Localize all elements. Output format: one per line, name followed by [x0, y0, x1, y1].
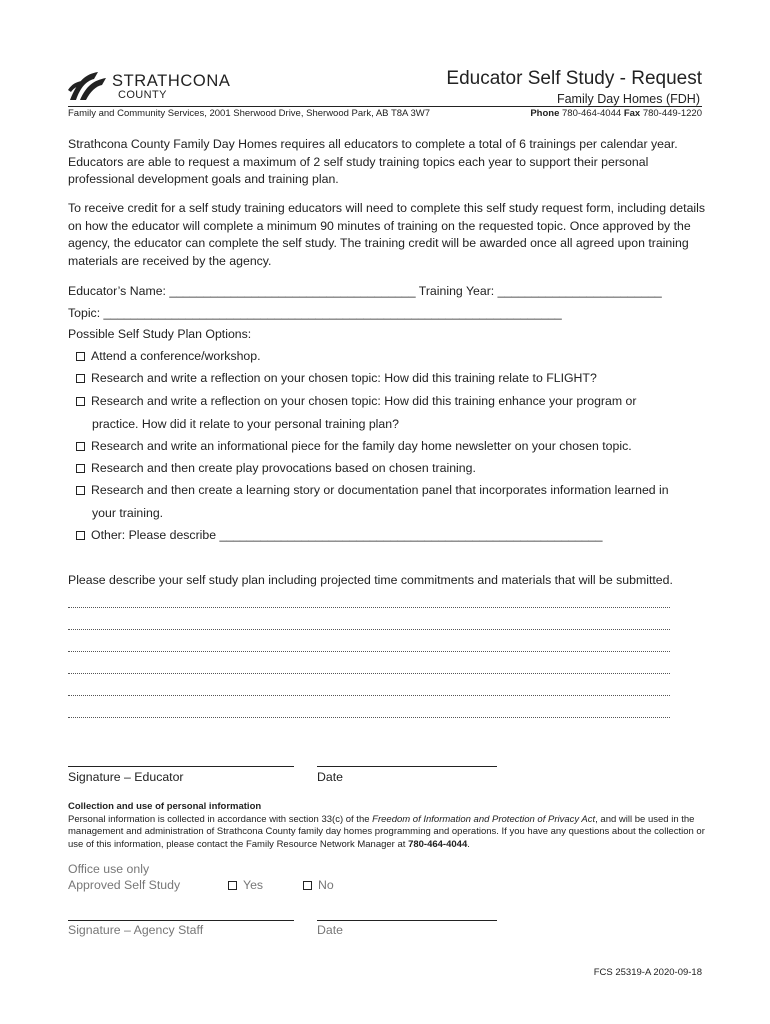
option-newsletter[interactable]: [76, 435, 696, 458]
address: Family and Community Services, 2001 Sherwood Drive, Sherwood Park, AB T8A 3W7: [68, 108, 431, 119]
staff-date-label: Date: [317, 923, 343, 937]
collection-text-part: Personal information is collected in accordance with section 33(c) of the: [68, 814, 373, 825]
approved-yes[interactable]: [228, 878, 263, 892]
logo-sub: COUNTY: [118, 89, 167, 101]
yes-label: Yes: [243, 878, 264, 892]
option-label: Research and then create a learning story or documentation panel that incorporates information learned in: [91, 483, 669, 497]
plan-writing-line[interactable]: [68, 673, 670, 674]
credit-paragraph: To receive credit for a self study training educators will need to complete this self study request form, including details on how the educator will complete a minimum 90 minutes of training on the requested topic. Once approved by the agency, the educator can complete the self study. The training credit will be awarded once all agreed upon training materials are received by the agency.: [68, 201, 706, 268]
collection-title: Collection and use of personal information: [68, 801, 262, 812]
checkbox[interactable]: [76, 374, 85, 383]
option-label: Research and write a reflection on your chosen topic: How did this training enhance your program or: [91, 394, 637, 408]
educator-name-field[interactable]: Educator’s Name: ____________________________________ Training Year: ________________________: [68, 284, 662, 298]
staff-date-line[interactable]: [317, 920, 497, 921]
header-divider: [68, 106, 702, 107]
checkbox[interactable]: [76, 531, 85, 540]
educator-signature-line[interactable]: [68, 766, 294, 767]
checkbox[interactable]: [76, 486, 85, 495]
option-label: Research and write an informational piece for the family day home newsletter on your chosen topic.: [91, 439, 632, 453]
approved-label: Approved Self Study: [68, 878, 181, 892]
checkbox[interactable]: [303, 881, 312, 890]
manager-phone: 780-464-4044: [408, 838, 468, 850]
form-code: FCS 25319-A 2020-09-18: [593, 967, 702, 978]
option-label: Research and write a reflection on your chosen topic: How did this training relate to FLIGHT?: [91, 371, 597, 385]
contact-info: [530, 108, 702, 119]
logo-name: STRATHCONA: [112, 72, 231, 90]
collection-text-part: .: [467, 838, 470, 850]
plan-writing-line[interactable]: [68, 717, 670, 718]
educator-date-line[interactable]: [317, 766, 497, 767]
collection-text: [68, 814, 708, 851]
page-title: Educator Self Study - Request: [446, 68, 702, 89]
collection-text-part: , and will be used in the management and administration of Strathcona County family day homes programming and operations. If you have any questions about the collection or use of this information, please contact the Family Resource Network Manager at: [68, 814, 705, 850]
educator-date-label: Date: [317, 770, 343, 784]
option-label: Attend a conference/workshop.: [91, 349, 261, 363]
office-use-title: Office use only: [68, 862, 150, 876]
option-reflection-program[interactable]: [76, 390, 696, 435]
checkbox[interactable]: [76, 352, 85, 361]
strathcona-logo-icon: [68, 70, 108, 104]
fax-number: 780-449-1220: [642, 108, 702, 119]
phone-label: Phone: [530, 108, 560, 119]
foip-act-name: Freedom of Information and Protection of Privacy Act: [372, 814, 596, 825]
phone-number: 780-464-4044: [562, 108, 622, 119]
option-label: Other: Please describe ________________________________________________________: [91, 528, 603, 542]
option-label: Research and then create play provocations based on chosen training.: [91, 461, 476, 475]
plan-writing-line[interactable]: [68, 607, 670, 608]
fax-label: Fax: [623, 108, 641, 119]
checkbox[interactable]: [228, 881, 237, 890]
option-label-cont: your training.: [92, 505, 164, 520]
approved-no[interactable]: [303, 878, 334, 892]
option-label-cont: practice. How did it relate to your personal training plan?: [92, 416, 399, 431]
option-other[interactable]: [76, 524, 696, 547]
staff-signature-line[interactable]: [68, 920, 294, 921]
intro-paragraph: Strathcona County Family Day Homes requires all educators to complete a total of 6 trainings per calendar year. Educators are able to request a maximum of 2 self study training topics each year to support their personal professional development goals and training plan.: [68, 137, 678, 187]
plan-writing-line[interactable]: [68, 651, 670, 652]
plan-writing-line[interactable]: [68, 629, 670, 630]
checkbox[interactable]: [76, 442, 85, 451]
page-subtitle: Family Day Homes (FDH): [556, 92, 700, 106]
strathcona-county-logo: [68, 70, 231, 104]
staff-signature-label: Signature – Agency Staff: [68, 923, 204, 937]
option-learning-story[interactable]: [76, 479, 696, 524]
plan-writing-line[interactable]: [68, 695, 670, 696]
checkbox[interactable]: [76, 397, 85, 406]
options-title: Possible Self Study Plan Options:: [68, 327, 252, 341]
plan-prompt: Please describe your self study plan including projected time commitments and materials that will be submitted.: [68, 573, 673, 587]
option-reflection-flight[interactable]: [76, 367, 696, 390]
option-play-provocations[interactable]: [76, 457, 696, 480]
no-label: No: [318, 878, 334, 892]
topic-field[interactable]: Topic: ___________________________________________________________________: [68, 306, 562, 320]
option-conference[interactable]: [76, 345, 696, 368]
checkbox[interactable]: [76, 464, 85, 473]
educator-signature-label: Signature – Educator: [68, 770, 184, 784]
